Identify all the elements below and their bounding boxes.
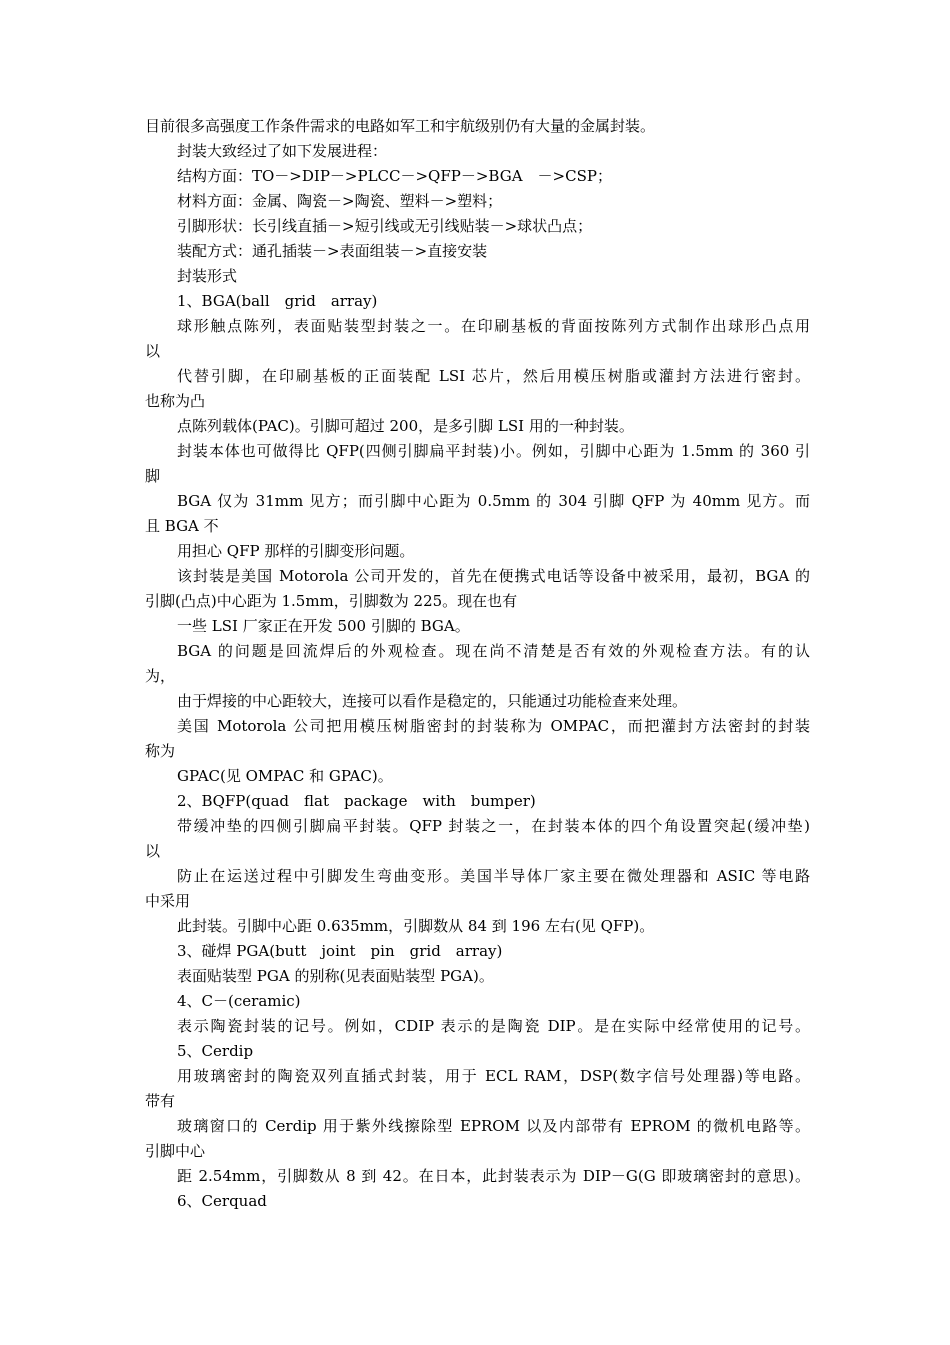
text-line: 5、Cerdip bbox=[177, 1042, 254, 1060]
text-line: 代替引脚，在印刷基板的正面装配 LSI 芯片，然后用模压树脂或灌封方法进行密封。 bbox=[177, 367, 810, 385]
text-line: 封装形式 bbox=[177, 267, 238, 285]
text-line: 表示陶瓷封装的记号。例如，CDIP 表示的是陶瓷 DIP。是在实际中经常使用的记号。 bbox=[177, 1017, 810, 1035]
text-line: 1、BGA(ball grid array) bbox=[177, 292, 378, 310]
text-line: 防止在运送过程中引脚发生弯曲变形。美国半导体厂家主要在微处理器和 ASIC 等电路 bbox=[177, 867, 810, 885]
text-line: 中采用 bbox=[145, 892, 191, 910]
text-line: 也称为凸 bbox=[145, 392, 206, 410]
text-line: 美国 Motorola 公司把用模压树脂密封的封装称为 OMPAC，而把灌封方法密封的封装 bbox=[177, 717, 810, 735]
text-line: 此封装。引脚中心距 0.635mm，引脚数从 84 到 196 左右(见 QFP)。 bbox=[177, 917, 655, 935]
text-line: 点陈列载体(PAC)。引脚可超过 200，是多引脚 LSI 用的一种封装。 bbox=[177, 417, 634, 435]
text-line: 以 bbox=[145, 842, 161, 860]
text-line: 球形触点陈列，表面贴装型封装之一。在印刷基板的背面按陈列方式制作出球形凸点用 bbox=[177, 317, 810, 335]
text-line: 脚 bbox=[145, 467, 161, 485]
text-line: 目前很多高强度工作条件需求的电路如军工和宇航级别仍有大量的金属封装。 bbox=[145, 117, 656, 135]
text-line: 该封装是美国 Motorola 公司开发的，首先在便携式电话等设备中被采用，最初，BGA 的 bbox=[177, 567, 810, 585]
text-line: 装配方式：通孔插装－>表面组装－>直接安装 bbox=[177, 242, 488, 260]
text-line: 4、C－(ceramic) bbox=[177, 992, 301, 1010]
text-line: 用玻璃密封的陶瓷双列直插式封装，用于 ECL RAM，DSP(数字信号处理器)等电路。 bbox=[177, 1067, 810, 1085]
text-line: 带缓冲垫的四侧引脚扁平封装。QFP 封装之一，在封装本体的四个角设置突起(缓冲垫) bbox=[177, 817, 810, 835]
text-line: 带有 bbox=[145, 1092, 176, 1110]
text-line: 封装大致经过了如下发展进程： bbox=[177, 142, 388, 160]
text-line: 由于焊接的中心距较大，连接可以看作是稳定的，只能通过功能检查来处理。 bbox=[177, 692, 688, 710]
text-line: 材料方面：金属、陶瓷－>陶瓷、塑料－>塑料； bbox=[177, 192, 503, 210]
text-line: BGA 仅为 31mm 见方；而引脚中心距为 0.5mm 的 304 引脚 QFP 为 40mm 见方。而 bbox=[177, 492, 810, 510]
text-line: 以 bbox=[145, 342, 161, 360]
text-line: GPAC(见 OMPAC 和 GPAC)。 bbox=[177, 767, 393, 785]
text-line: 引脚中心 bbox=[145, 1142, 206, 1160]
text-line: 结构方面：TO－>DIP－>PLCC－>QFP－>BGA －>CSP； bbox=[177, 167, 612, 185]
text-line: 封装本体也可做得比 QFP(四侧引脚扁平封装)小。例如，引脚中心距为 1.5mm 的 360 引 bbox=[177, 442, 810, 460]
text-line: 距 2.54mm，引脚数从 8 到 42。在日本，此封装表示为 DIP－G(G 即玻璃密封的意思)。 bbox=[177, 1167, 810, 1185]
text-line: 3、碰焊 PGA(butt joint pin grid array) bbox=[177, 942, 503, 960]
text-line: 且 BGA 不 bbox=[145, 517, 219, 535]
text-line: 引脚形状：长引线直插－>短引线或无引线贴装－>球状凸点； bbox=[177, 217, 593, 235]
text-line: 玻璃窗口的 Cerdip 用于紫外线擦除型 EPROM 以及内部带有 EPROM 的微机电路等。 bbox=[177, 1117, 810, 1135]
text-line: 为， bbox=[145, 667, 176, 685]
text-line: 6、Cerquad bbox=[177, 1192, 267, 1210]
document-body bbox=[145, 114, 810, 1214]
text-line: 引脚(凸点)中心距为 1.5mm，引脚数为 225。现在也有 bbox=[145, 592, 518, 610]
text-line: 一些 LSI 厂家正在开发 500 引脚的 BGA。 bbox=[177, 617, 470, 635]
text-line: 表面贴装型 PGA 的别称(见表面贴装型 PGA)。 bbox=[177, 967, 494, 985]
text-line: BGA 的问题是回流焊后的外观检查。现在尚不清楚是否有效的外观检查方法。有的认 bbox=[177, 642, 810, 660]
text-line: 用担心 QFP 那样的引脚变形问题。 bbox=[177, 542, 415, 560]
text-line: 称为 bbox=[145, 742, 176, 760]
text-line: 2、BQFP(quad flat package with bumper) bbox=[177, 792, 536, 810]
